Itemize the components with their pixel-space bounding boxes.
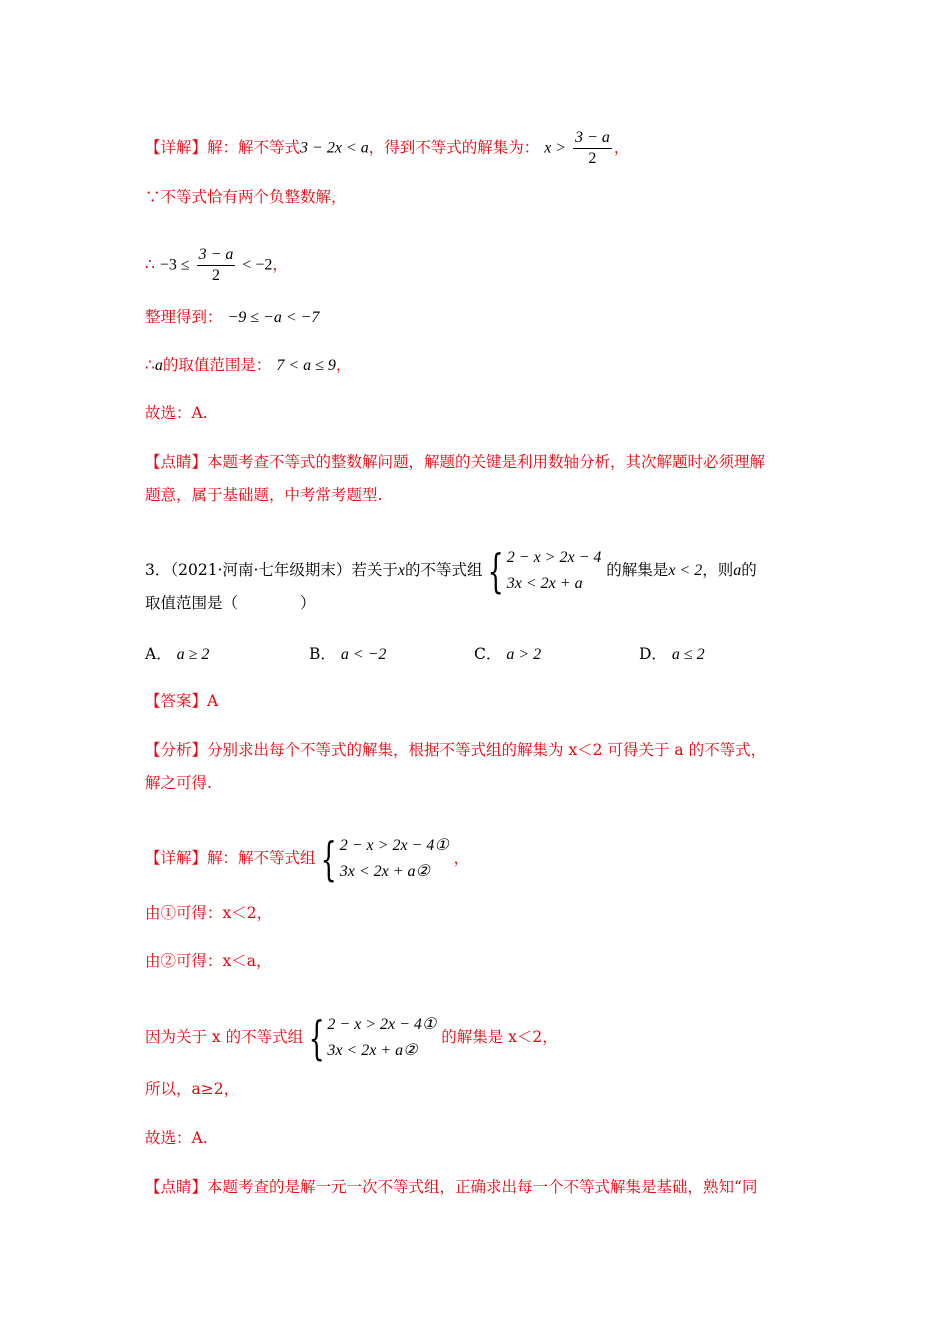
question-line-1: 3．（2021·河南·七年级期末）若关于x的不等式组 { 2 − x > 2x − 4 3x < 2x + a 的解集是x < 2，则a的 (145, 544, 757, 598)
comment-tag: 【点睛】 (145, 453, 208, 471)
detail-tag: 【详解】 (145, 849, 208, 867)
step-2: 由②可得：x＜a， (145, 952, 272, 970)
comment-line-1: 【点睛】本题考查不等式的整数解问题，解题的关键是利用数轴分析，其次解题时必须理解 (145, 453, 766, 471)
detail-line-1: 【详解】解：解不等式组 { 2 − x > 2x − 4① 3x < 2x + a② ， (145, 832, 470, 886)
inequality-system: { 2 − x > 2x − 4① 3x < 2x + a② (321, 832, 449, 886)
answer-line: 【答案】A (145, 692, 219, 710)
solution-line-5: ∴a的取值范围是： 7 < a ≤ 9， (145, 356, 352, 374)
fraction: $\frac{3 - a}{2}$ (575, 129, 610, 167)
analysis-line-1: 【分析】分别求出每个不等式的解集，根据不等式组的解集为 x＜2 可得关于 a 的不等式， (145, 741, 767, 759)
option-a[interactable]: A． a ≥ 2 (145, 645, 210, 663)
solution-line-6: 故选：A. (145, 404, 208, 422)
option-b[interactable]: B． a < −2 (309, 645, 387, 663)
solution-line-2: ∵不等式恰有两个负整数解， (145, 188, 347, 206)
analysis-line-2: 解之可得. (145, 774, 212, 792)
inequality-system: { 2 − x > 2x − 4 3x < 2x + a (488, 544, 602, 598)
analysis-tag: 【分析】 (145, 741, 208, 759)
option-d[interactable]: D． a ≤ 2 (639, 645, 705, 663)
step-4: 所以，a≥2， (145, 1080, 240, 1098)
fraction: $\frac{3 - a}{2}$ (198, 246, 234, 284)
detail-tag: 【详解】 (145, 138, 208, 157)
option-c[interactable]: C． a > 2 (474, 645, 542, 663)
comment2-line-1: 【点睛】本题考查的是解一元一次不等式组，正确求出每一个不等式解集是基础，熟知“同 (145, 1178, 758, 1196)
comment-tag: 【点睛】 (145, 1178, 208, 1196)
solution-line-3: ∴ −3 ≤ $\frac{3 - a}{2}$ < −2， (145, 246, 288, 284)
inequality-system: { 2 − x > 2x − 4① 3x < 2x + a② (308, 1011, 437, 1065)
inequality: 3 − 2x < a (300, 139, 369, 157)
step-5: 故选：A. (145, 1129, 208, 1147)
solution-line-1: 【详解】解：解不等式3 − 2x < a，得到不等式的解集为： x > $\frac{3 - a}{2}$ ， (145, 129, 630, 167)
answer-tag: 【答案】 (145, 692, 208, 710)
step-3: 因为关于 x 的不等式组 { 2 − x > 2x − 4① 3x < 2x + a② 的解集是 x＜2， (145, 1011, 558, 1065)
solution-line-4: 整理得到： −9 ≤ −a < −7 (145, 308, 320, 326)
step-1: 由①可得：x＜2， (145, 904, 273, 922)
comment-line-2: 题意，属于基础题，中考常考题型. (145, 486, 383, 504)
question-line-2: 取值范围是（ ） (145, 594, 316, 612)
